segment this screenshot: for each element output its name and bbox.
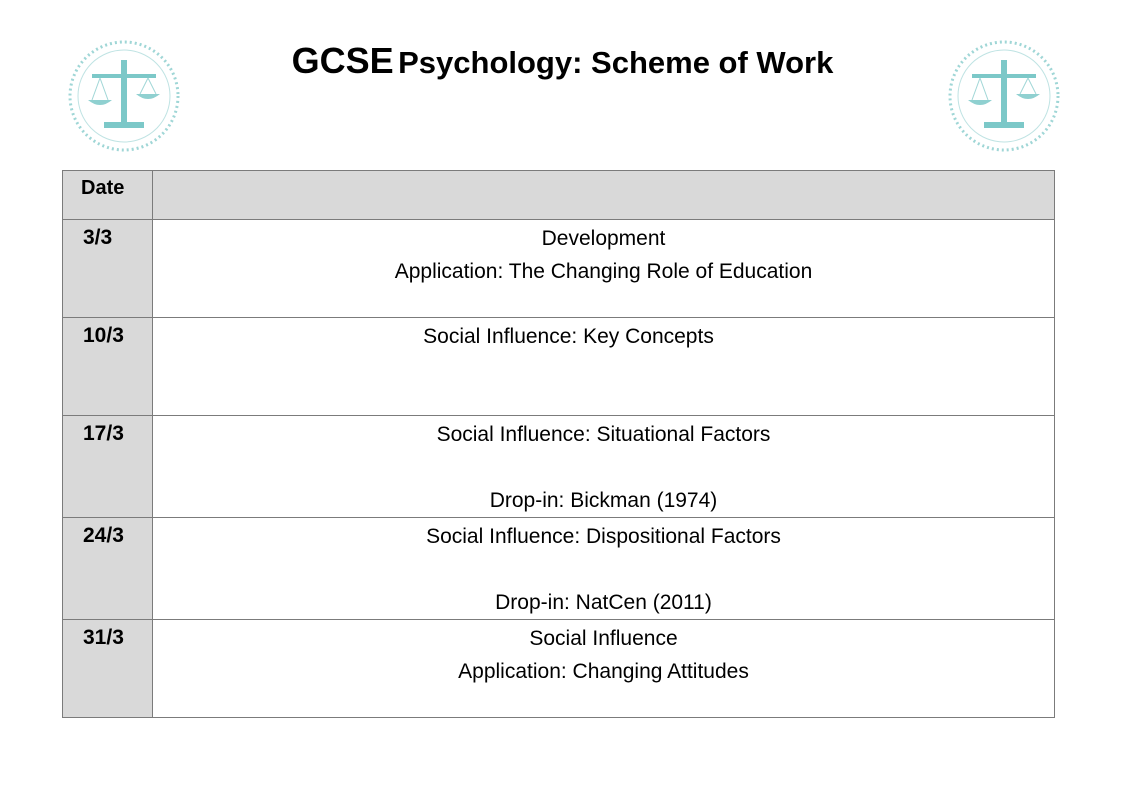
content-column-header	[153, 171, 1055, 220]
logo-right	[946, 38, 1062, 154]
scheme-of-work-table	[62, 170, 1055, 718]
row-content	[153, 220, 1055, 318]
balance-scale-icon	[946, 38, 1062, 154]
row-line: Application: Changing Attitudes	[458, 660, 749, 683]
row-date: 31/3	[63, 620, 153, 718]
row-date: 3/3	[63, 220, 153, 318]
table-row	[63, 416, 1055, 518]
row-line: Social Influence: Key Concepts	[423, 325, 714, 348]
row-date: 10/3	[63, 318, 153, 416]
row-line: Drop-in: Bickman (1974)	[489, 489, 718, 512]
table-row	[63, 620, 1055, 718]
row-line: Social Influence	[529, 627, 678, 650]
title-rest: Psychology: Scheme of Work	[398, 45, 834, 80]
row-content	[153, 318, 1055, 416]
table-header-row	[63, 171, 1055, 220]
row-content	[153, 620, 1055, 718]
table-row	[63, 220, 1055, 318]
title-main: GCSE	[291, 40, 394, 81]
row-line: Development	[541, 227, 666, 250]
date-column-header: Date	[63, 171, 153, 220]
page-title	[160, 40, 965, 82]
row-line: Social Influence: Dispositional Factors	[426, 525, 781, 548]
row-content	[153, 416, 1055, 518]
row-date: 24/3	[63, 518, 153, 620]
table-row	[63, 518, 1055, 620]
table-row	[63, 318, 1055, 416]
row-content	[153, 518, 1055, 620]
row-line: Social Influence: Situational Factors	[436, 423, 771, 446]
row-line: Application: The Changing Role of Education	[394, 260, 813, 283]
row-date: 17/3	[63, 416, 153, 518]
row-line: Drop-in: NatCen (2011)	[495, 591, 712, 614]
